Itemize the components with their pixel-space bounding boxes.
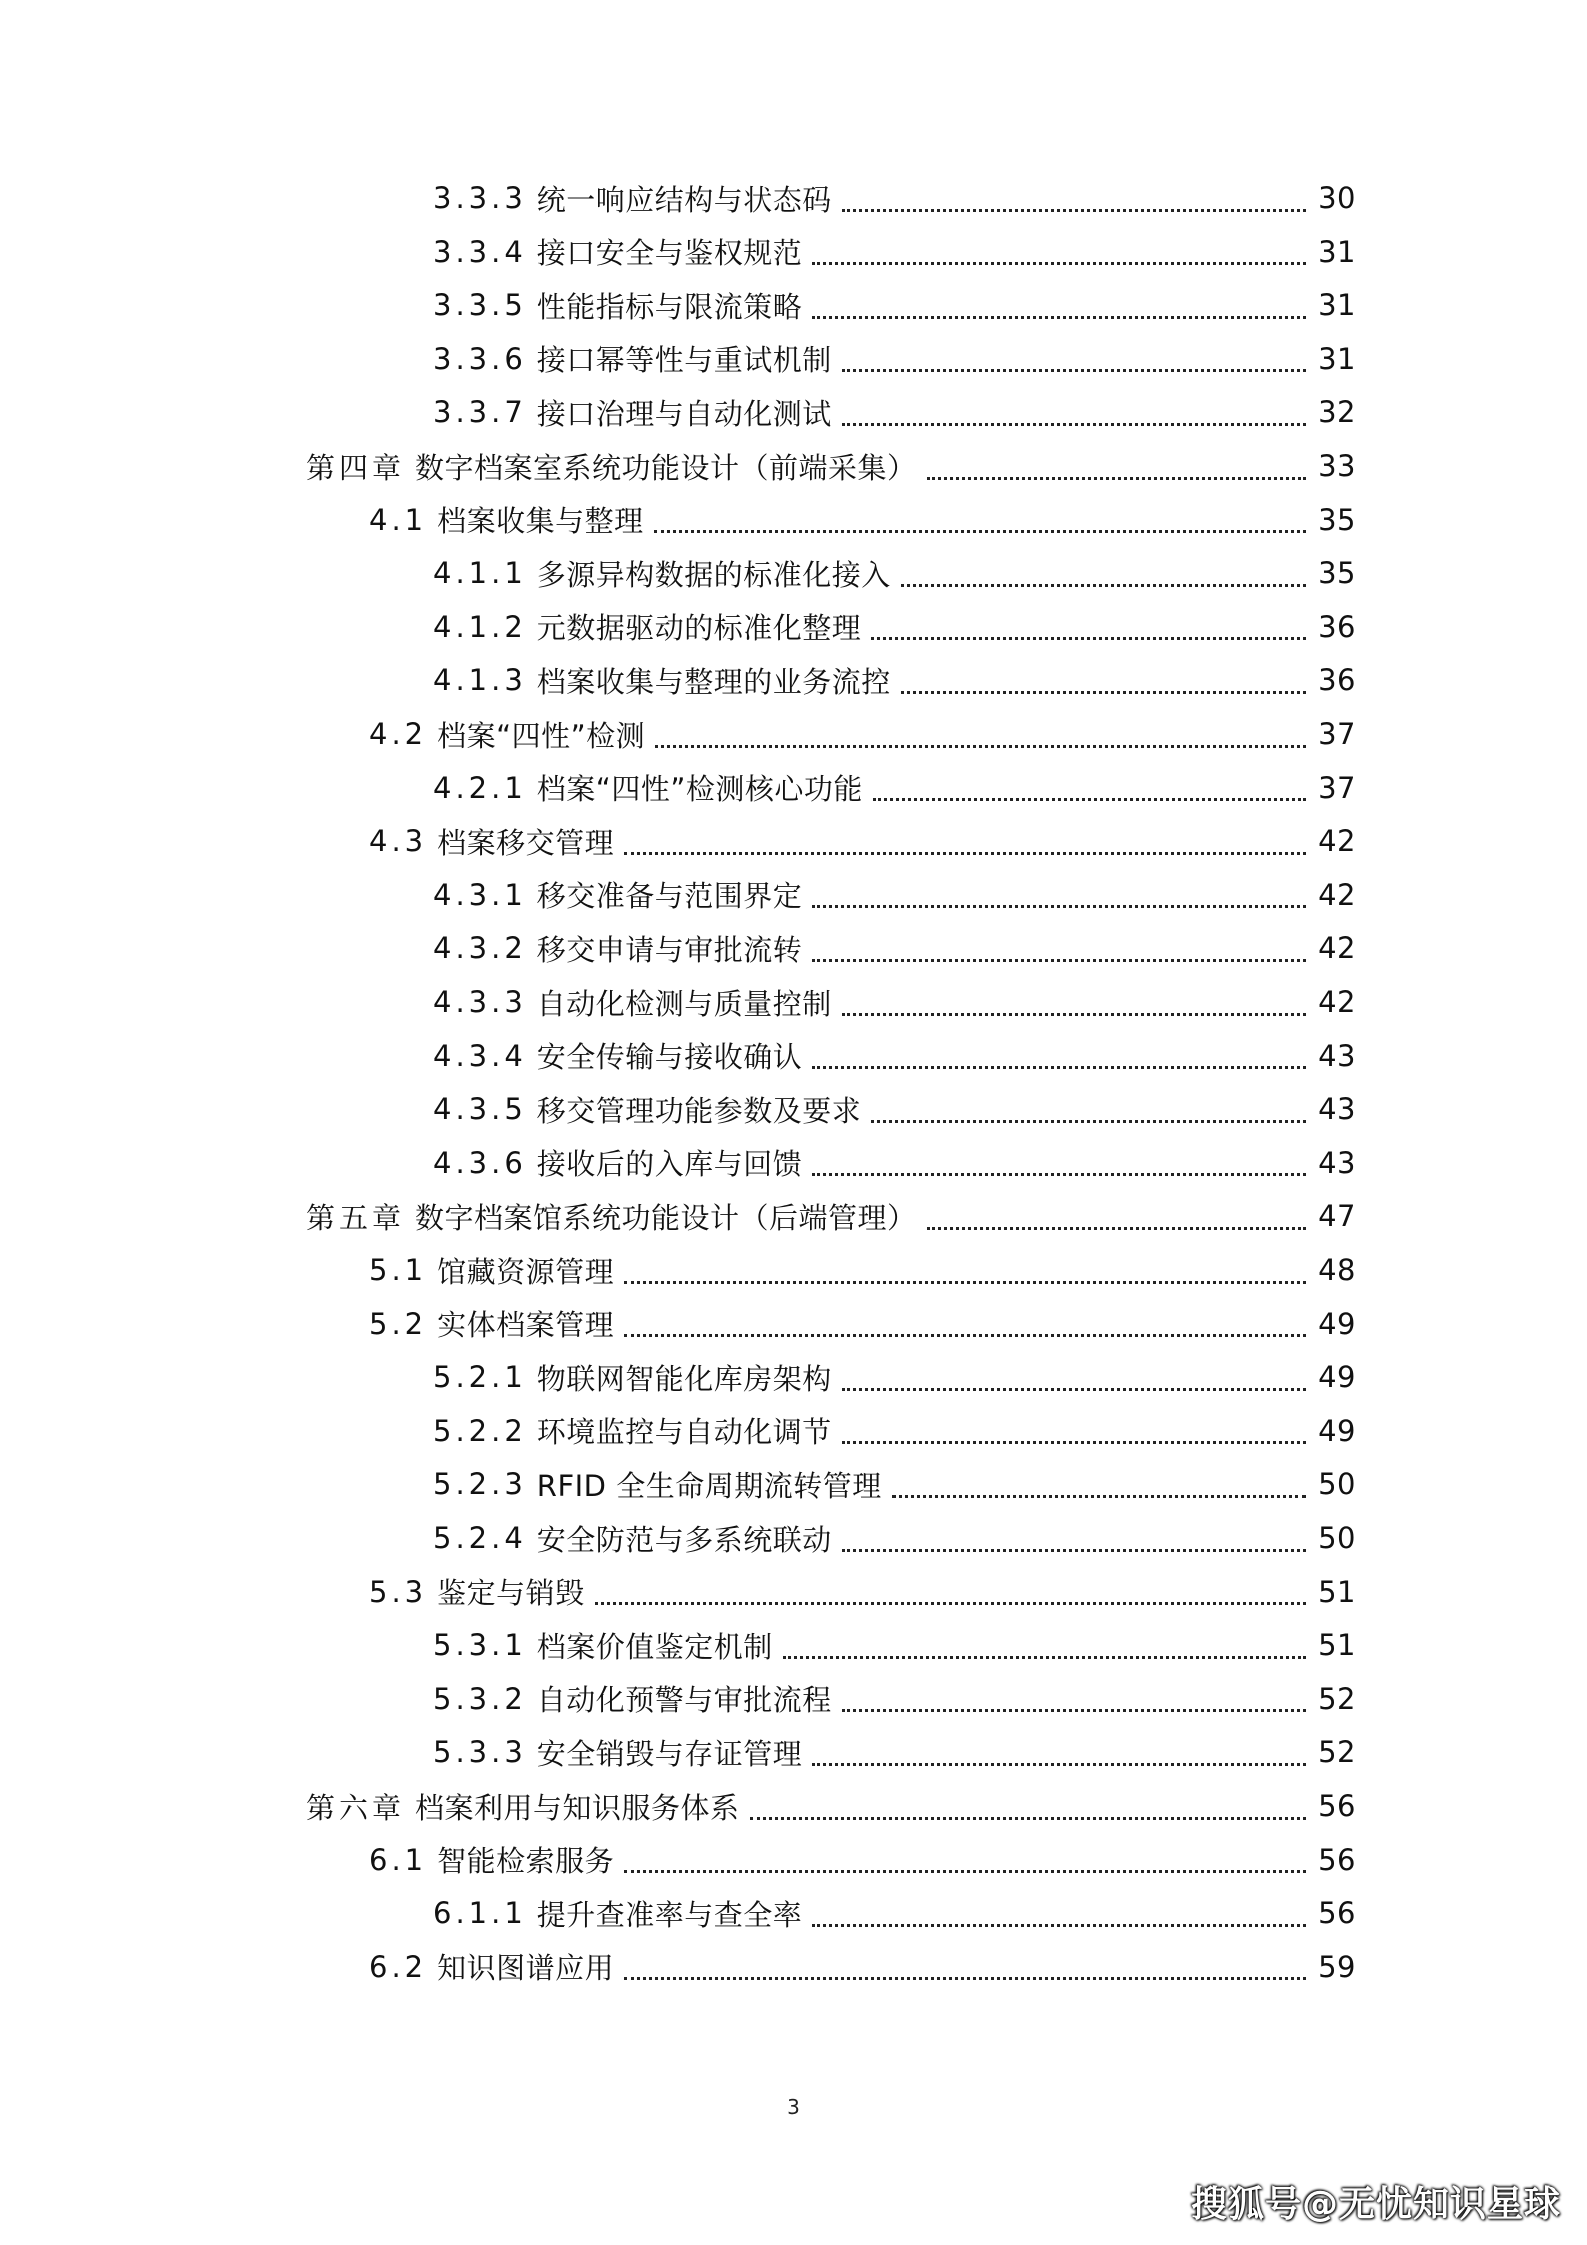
toc-dot-leader xyxy=(654,530,1306,533)
toc-entry-page: 56 xyxy=(1318,1789,1356,1823)
toc-entry-number: 5.3.1 xyxy=(433,1628,527,1663)
toc-entry-page: 43 xyxy=(1318,1145,1356,1180)
toc-entry[interactable] xyxy=(306,443,1356,489)
toc-dot-leader xyxy=(892,1495,1306,1498)
toc-entry-number: 5.1 xyxy=(369,1253,428,1287)
toc-entry-title: 移交管理功能参数及要求 xyxy=(536,1093,862,1128)
toc-entry-number: 3.3.4 xyxy=(433,234,527,269)
toc-entry-page: 56 xyxy=(1318,1842,1356,1877)
toc-dot-leader xyxy=(842,369,1306,372)
toc-entry-page: 43 xyxy=(1318,1038,1356,1073)
toc-entry-number: 4.3 xyxy=(369,824,428,859)
toc-entry-title: 接口幂等性与重试机制 xyxy=(536,343,832,378)
toc-entry[interactable] xyxy=(433,175,1356,221)
toc-entry[interactable] xyxy=(433,282,1356,328)
toc-entry-page: 31 xyxy=(1318,234,1356,269)
toc-entry-page: 37 xyxy=(1318,717,1356,751)
toc-entry-number: 4.3.2 xyxy=(433,931,527,966)
toc-entry-page: 59 xyxy=(1318,1949,1356,1984)
toc-entry[interactable] xyxy=(433,229,1356,275)
toc-entry-title: 数字档案室系统功能设计（前端采集） xyxy=(415,450,917,485)
toc-entry[interactable] xyxy=(433,389,1356,435)
toc-entry-title: 实体档案管理 xyxy=(437,1308,615,1343)
toc-entry-number: 6.1.1 xyxy=(433,1896,527,1931)
toc-entry-number: 4.1.2 xyxy=(433,609,527,644)
toc-entry[interactable] xyxy=(433,925,1356,971)
toc-entry-title: 提升查准率与查全率 xyxy=(536,1897,803,1932)
toc-entry-number: 第四章 xyxy=(306,450,406,485)
toc-entry[interactable] xyxy=(306,1193,1356,1239)
toc-dot-leader xyxy=(624,1334,1306,1337)
toc-entry-title: 档案“四性”检测 xyxy=(437,718,646,753)
toc-entry-title: 鉴定与销毁 xyxy=(437,1576,585,1611)
toc-entry-page: 56 xyxy=(1318,1896,1356,1931)
toc-entry-title: 档案移交管理 xyxy=(437,825,615,860)
toc-entry-page: 42 xyxy=(1318,931,1356,966)
toc-entry-number: 5.2.4 xyxy=(433,1521,527,1555)
toc-entry-page: 35 xyxy=(1318,502,1356,537)
toc-entry-title: 统一响应结构与状态码 xyxy=(536,182,832,217)
toc-dot-leader xyxy=(624,852,1306,855)
toc-dot-leader xyxy=(783,1656,1306,1659)
toc-entry-title: 安全防范与多系统联动 xyxy=(536,1522,832,1557)
toc-entry-page: 36 xyxy=(1318,609,1356,644)
toc-entry-page: 52 xyxy=(1318,1681,1356,1716)
toc-entry-number: 4.1.1 xyxy=(433,556,527,591)
toc-entry-number: 5.2.2 xyxy=(433,1413,527,1448)
toc-entry-title: 接收后的入库与回馈 xyxy=(536,1147,803,1182)
toc-entry-page: 42 xyxy=(1318,877,1356,912)
toc-dot-leader xyxy=(927,1227,1307,1230)
toc-entry-number: 4.1.3 xyxy=(433,663,527,698)
toc-dot-leader xyxy=(624,1281,1306,1284)
toc-entry[interactable] xyxy=(369,1301,1356,1347)
toc-entry-page: 48 xyxy=(1318,1253,1356,1287)
toc-dot-leader xyxy=(812,262,1306,265)
toc-entry-number: 4.3.4 xyxy=(433,1038,527,1073)
toc-dot-leader xyxy=(655,745,1306,748)
toc-entry-title: 安全销毁与存证管理 xyxy=(536,1736,803,1771)
toc-entry-title: 档案收集与整理 xyxy=(437,504,644,539)
toc-entry-page: 50 xyxy=(1318,1467,1356,1502)
toc-entry[interactable] xyxy=(433,1622,1356,1668)
toc-entry[interactable] xyxy=(433,1408,1356,1454)
toc-entry[interactable] xyxy=(306,1783,1356,1829)
toc-entry-number: 3.3.3 xyxy=(433,181,527,215)
toc-entry-title: 数字档案馆系统功能设计（后端管理） xyxy=(415,1200,917,1235)
toc-entry[interactable] xyxy=(433,1140,1356,1186)
toc-dot-leader xyxy=(812,905,1306,908)
toc-entry[interactable] xyxy=(433,336,1356,382)
toc-dot-leader xyxy=(871,637,1306,640)
toc-dot-leader xyxy=(624,1870,1306,1873)
toc-dot-leader xyxy=(842,1549,1306,1552)
toc-entry-page: 36 xyxy=(1318,663,1356,698)
toc-entry[interactable] xyxy=(433,1086,1356,1132)
toc-entry-title: 档案利用与知识服务体系 xyxy=(415,1790,740,1825)
toc-entry-number: 3.3.5 xyxy=(433,288,527,323)
toc-entry[interactable] xyxy=(433,872,1356,918)
toc-dot-leader xyxy=(901,691,1306,694)
toc-entry-number: 5.2 xyxy=(369,1306,428,1341)
toc-dot-leader xyxy=(624,1977,1306,1980)
toc-entry-page: 51 xyxy=(1318,1628,1356,1663)
toc-entry-title: 智能检索服务 xyxy=(437,1844,615,1879)
toc-entry-page: 37 xyxy=(1318,770,1356,805)
toc-entry-number: 4.2 xyxy=(369,717,428,751)
toc-entry-title: 性能指标与限流策略 xyxy=(536,289,803,324)
toc-entry-title: 自动化检测与质量控制 xyxy=(536,986,832,1021)
toc-entry-page: 42 xyxy=(1318,824,1356,859)
toc-entry-title: 环境监控与自动化调节 xyxy=(536,1415,832,1450)
toc-entry-number: 5.3.3 xyxy=(433,1735,527,1770)
toc-dot-leader xyxy=(873,798,1306,801)
page-number: 3 xyxy=(787,2095,800,2119)
toc-entry[interactable] xyxy=(369,497,1356,543)
toc-dot-leader xyxy=(842,209,1306,212)
toc-entry-page: 50 xyxy=(1318,1521,1356,1555)
toc-entry-number: 5.2.1 xyxy=(433,1360,527,1395)
toc-entry-number: 4.3.1 xyxy=(433,877,527,912)
toc-entry-page: 30 xyxy=(1318,181,1356,215)
toc-entry-number: 4.1 xyxy=(369,502,428,537)
toc-entry[interactable] xyxy=(433,604,1356,650)
toc-entry-page: 49 xyxy=(1318,1360,1356,1395)
toc-entry-page: 43 xyxy=(1318,1092,1356,1127)
toc-entry-page: 33 xyxy=(1318,449,1356,483)
toc-entry-number: 4.3.5 xyxy=(433,1092,527,1127)
toc-entry[interactable] xyxy=(433,1676,1356,1722)
toc-entry[interactable] xyxy=(433,1461,1356,1507)
toc-entry[interactable] xyxy=(433,1033,1356,1079)
toc-entry-number: 4.3.3 xyxy=(433,985,527,1019)
toc-dot-leader xyxy=(842,1388,1306,1391)
toc-dot-leader xyxy=(842,1441,1306,1444)
watermark: 搜狐号@无忧知识星球 xyxy=(1190,2184,1561,2225)
toc-dot-leader xyxy=(842,1709,1306,1712)
toc-dot-leader xyxy=(871,1120,1306,1123)
toc-entry[interactable] xyxy=(433,1729,1356,1775)
toc-dot-leader xyxy=(812,1066,1306,1069)
toc-entry-title: RFID 全生命周期流转管理 xyxy=(536,1468,882,1503)
toc-entry-number: 5.3.2 xyxy=(433,1681,527,1716)
toc-entry-title: 物联网智能化库房架构 xyxy=(536,1361,832,1396)
toc-entry-number: 第五章 xyxy=(306,1200,406,1235)
toc-entry-number: 6.1 xyxy=(369,1842,428,1877)
toc-entry-number: 4.2.1 xyxy=(433,770,527,805)
toc-entry[interactable] xyxy=(433,765,1356,811)
toc-entry-page: 52 xyxy=(1318,1735,1356,1770)
toc-entry-title: 移交申请与审批流转 xyxy=(536,932,803,967)
toc-entry-page: 47 xyxy=(1318,1199,1356,1234)
toc-entry[interactable] xyxy=(369,1569,1356,1615)
toc-entry-title: 安全传输与接收确认 xyxy=(536,1040,803,1075)
toc-entry-title: 档案价值鉴定机制 xyxy=(536,1629,773,1664)
toc-dot-leader xyxy=(595,1602,1306,1605)
toc-entry-title: 多源异构数据的标准化接入 xyxy=(536,557,891,592)
toc-entry[interactable] xyxy=(433,550,1356,596)
toc-entry-number: 6.2 xyxy=(369,1949,428,1984)
toc-dot-leader xyxy=(812,1763,1306,1766)
toc-entry-page: 42 xyxy=(1318,985,1356,1019)
toc-entry-page: 32 xyxy=(1318,395,1356,430)
toc-entry-title: 馆藏资源管理 xyxy=(437,1254,615,1289)
toc-dot-leader xyxy=(750,1817,1307,1820)
toc-entry-title: 自动化预警与审批流程 xyxy=(536,1683,832,1718)
toc-entry[interactable] xyxy=(369,1944,1356,1990)
toc-entry-number: 第六章 xyxy=(306,1790,406,1825)
toc-entry[interactable] xyxy=(433,979,1356,1025)
toc-entry-number: 3.3.7 xyxy=(433,395,527,430)
toc-entry-title: 档案“四性”检测核心功能 xyxy=(536,772,863,807)
toc-entry[interactable] xyxy=(433,1890,1356,1936)
toc-entry-number: 5.3 xyxy=(369,1574,428,1609)
toc-entry-title: 档案收集与整理的业务流控 xyxy=(536,664,891,699)
toc-entry[interactable] xyxy=(369,1837,1356,1883)
toc-entry-number: 4.3.6 xyxy=(433,1145,527,1180)
toc-entry-title: 接口安全与鉴权规范 xyxy=(536,236,803,271)
toc-entry[interactable] xyxy=(369,711,1356,757)
toc-entry-page: 31 xyxy=(1318,288,1356,323)
toc-entry[interactable] xyxy=(369,818,1356,864)
toc-dot-leader xyxy=(842,1013,1306,1016)
toc-dot-leader xyxy=(812,1173,1306,1176)
toc-entry-number: 5.2.3 xyxy=(433,1467,527,1502)
toc-entry-page: 49 xyxy=(1318,1306,1356,1341)
toc-dot-leader xyxy=(812,959,1306,962)
toc-dot-leader xyxy=(812,316,1306,319)
toc-entry-title: 接口治理与自动化测试 xyxy=(536,396,832,431)
toc-dot-leader xyxy=(842,423,1306,426)
toc-entry-title: 移交准备与范围界定 xyxy=(536,879,803,914)
toc-dot-leader xyxy=(812,1924,1306,1927)
toc-dot-leader xyxy=(927,477,1307,480)
toc-entry-page: 35 xyxy=(1318,556,1356,591)
toc-entry[interactable] xyxy=(433,1515,1356,1561)
toc-entry[interactable] xyxy=(433,1354,1356,1400)
toc-entry[interactable] xyxy=(433,657,1356,703)
toc-entry[interactable] xyxy=(369,1247,1356,1293)
toc-entry-title: 元数据驱动的标准化整理 xyxy=(536,611,862,646)
toc-entry-title: 知识图谱应用 xyxy=(437,1951,615,1986)
toc-entry-page: 31 xyxy=(1318,341,1356,376)
toc-entry-page: 49 xyxy=(1318,1413,1356,1448)
toc-entry-page: 51 xyxy=(1318,1574,1356,1609)
toc-entry-number: 3.3.6 xyxy=(433,341,527,376)
toc-dot-leader xyxy=(901,584,1306,587)
